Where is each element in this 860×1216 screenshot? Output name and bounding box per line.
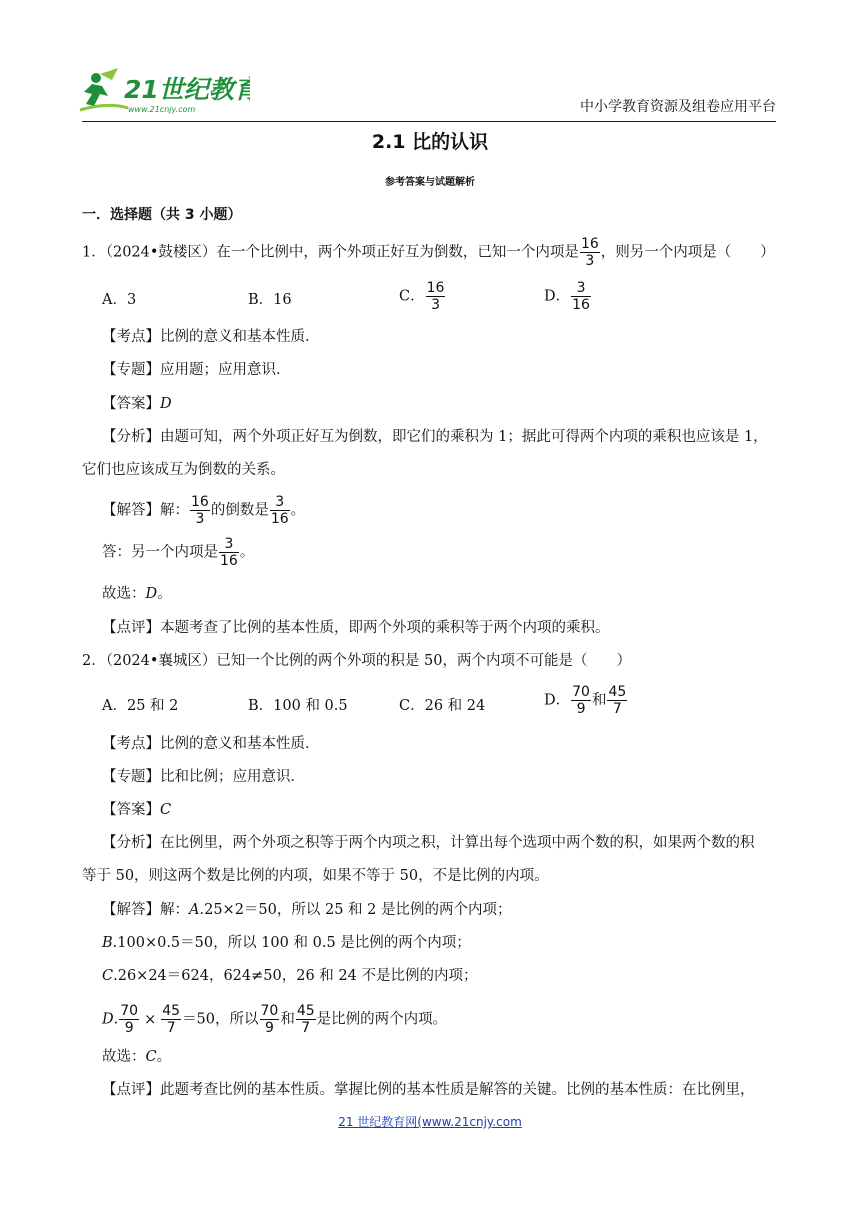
frac-den: 3 bbox=[431, 297, 440, 313]
jieda-fraction bbox=[190, 494, 210, 527]
frac-num: 3 bbox=[571, 280, 591, 297]
footer-link[interactable]: 21 世纪教育网(www.21cnjy.com bbox=[338, 1115, 522, 1129]
frac-num: 16 bbox=[426, 280, 445, 296]
frac-den: 16 bbox=[270, 511, 289, 527]
q2-guxuan bbox=[102, 1047, 171, 1067]
logo-text: 21世纪教育 bbox=[124, 75, 250, 104]
q1-option-b: B．16 bbox=[248, 292, 292, 308]
logo bbox=[78, 66, 250, 118]
jieda-label: 【解答】解： bbox=[102, 902, 189, 918]
page-title: 2.1 比的认识 bbox=[371, 131, 489, 153]
da-end: 。 bbox=[239, 544, 255, 561]
q1-option-a: A．3 bbox=[102, 292, 137, 308]
option-fraction bbox=[607, 684, 627, 717]
jieda-text: .25×2＝50，所以 25 和 2 是比例的两个内项； bbox=[199, 902, 512, 918]
q2-zhuanti: 【专题】比和比例；应用意识． bbox=[102, 769, 305, 785]
jieda-fraction bbox=[161, 1003, 181, 1036]
guxuan-label: 故选： bbox=[102, 1049, 146, 1065]
q1-zhuanti: 【专题】应用题；应用意识． bbox=[102, 362, 291, 378]
answer-value: D bbox=[160, 396, 172, 412]
frac-den: 7 bbox=[166, 1020, 176, 1036]
q2-jieda-c bbox=[102, 966, 477, 986]
q1-dianping: 【点评】本题考查了比例的基本性质，即两个外项的乘积等于两个内项的乘积。 bbox=[102, 620, 610, 636]
q2-option-b: B．100 和 0.5 bbox=[248, 698, 348, 714]
frac-num: 45 bbox=[296, 1003, 315, 1019]
option-letter: D bbox=[102, 1011, 114, 1028]
header-divider bbox=[82, 121, 776, 122]
dot: . bbox=[113, 1011, 119, 1028]
q2-option-c: C．26 和 24 bbox=[399, 698, 486, 714]
q1-jieda bbox=[102, 494, 305, 527]
option-label: C． bbox=[399, 288, 425, 305]
q2-fenxi-line1: 【分析】在比例里，两个外项之积等于两个内项之积，计算出每个选项中两个数的积，如果两个数的积 bbox=[102, 835, 755, 851]
q2-jieda-a bbox=[102, 900, 511, 920]
section-heading: 一．选择题（共 3 小题） bbox=[82, 207, 242, 223]
option-conj: 和 bbox=[591, 692, 607, 709]
guxuan-end: 。 bbox=[157, 586, 172, 602]
q2-stem: 2．（2024•襄城区）已知一个比例的两个外项的积是 50，两个内项不可能是（ ） bbox=[82, 653, 631, 669]
frac-den: 3 bbox=[585, 253, 595, 269]
q2-option-d bbox=[544, 684, 628, 717]
answer-label: 【答案】 bbox=[102, 802, 160, 818]
platform-name: 中小学教育资源及组卷应用平台 bbox=[580, 99, 776, 115]
frac-num: 70 bbox=[260, 1003, 279, 1019]
q1-fenxi-line2: 它们也应该成互为倒数的关系。 bbox=[82, 462, 285, 478]
jieda-text: .100×0.5＝50，所以 100 和 0.5 是比例的两个内项； bbox=[112, 935, 471, 951]
option-letter: A bbox=[189, 902, 200, 918]
frac-den: 7 bbox=[301, 1020, 311, 1036]
guxuan-end: 。 bbox=[156, 1049, 172, 1065]
conj: 和 bbox=[280, 1011, 295, 1028]
jieda-fraction bbox=[296, 1003, 316, 1036]
option-fraction bbox=[571, 280, 591, 313]
jieda-end: 。 bbox=[290, 502, 306, 519]
option-label: D． bbox=[544, 288, 571, 305]
frac-num: 16 bbox=[580, 236, 599, 252]
jieda-text: ＝50，所以 bbox=[182, 1011, 259, 1028]
guxuan-value: D bbox=[145, 586, 158, 602]
option-label: D． bbox=[544, 692, 571, 709]
frac-num: 70 bbox=[120, 1003, 139, 1019]
runner-logo-icon bbox=[78, 66, 250, 118]
option-fraction bbox=[571, 684, 591, 717]
q1-option-d bbox=[544, 280, 592, 313]
logo-url: www.21cnjy.com bbox=[128, 105, 196, 114]
q2-fenxi-line2: 等于 50，则这两个数是比例的内项，如果不等于 50，不是比例的内项。 bbox=[82, 868, 549, 884]
jieda-fraction bbox=[119, 1003, 139, 1036]
option-fraction bbox=[426, 280, 446, 313]
times-sign: × bbox=[144, 1011, 157, 1028]
q1-fenxi-line1: 【分析】由题可知，两个外项正好互为倒数，即它们的乘积为 1；据此可得两个内项的乘积也应该是 1， bbox=[102, 429, 768, 445]
q2-kaodian: 【考点】比例的意义和基本性质． bbox=[102, 736, 320, 752]
frac-num: 45 bbox=[608, 684, 627, 700]
option-letter: C bbox=[102, 968, 114, 984]
da-fraction bbox=[219, 536, 239, 569]
q1-guxuan bbox=[102, 584, 172, 604]
q1-da bbox=[102, 536, 254, 569]
frac-den: 9 bbox=[576, 701, 586, 717]
q1-stem-fraction bbox=[580, 236, 600, 269]
jieda-fraction bbox=[260, 1003, 280, 1036]
frac-num: 45 bbox=[162, 1003, 181, 1019]
jieda-text: 的倒数是 bbox=[210, 502, 269, 519]
q2-option-a: A．25 和 2 bbox=[102, 698, 179, 714]
jieda-fraction bbox=[270, 494, 290, 527]
q2-jieda-b bbox=[102, 933, 471, 953]
option-letter: B bbox=[102, 935, 113, 951]
guxuan-value: C bbox=[145, 1049, 157, 1065]
jieda-label: 【解答】解： bbox=[102, 502, 189, 519]
q1-kaodian: 【考点】比例的意义和基本性质． bbox=[102, 329, 320, 345]
jieda-text: .26×24＝624，624≠50，26 和 24 不是比例的内项； bbox=[113, 968, 478, 984]
frac-den: 16 bbox=[220, 553, 238, 569]
frac-den: 7 bbox=[612, 701, 622, 717]
q1-stem-text: 1．（2024•鼓楼区）在一个比例中，两个外项正好互为倒数，已知一个内项是 bbox=[82, 244, 579, 261]
frac-den: 16 bbox=[572, 297, 590, 313]
q1-answer bbox=[102, 394, 172, 414]
answer-label: 【答案】 bbox=[102, 396, 160, 412]
q2-answer bbox=[102, 800, 171, 820]
frac-den: 3 bbox=[195, 511, 205, 527]
frac-num: 3 bbox=[219, 536, 239, 553]
q1-option-c bbox=[399, 280, 446, 313]
q2-dianping: 【点评】此题考查比例的基本性质。掌握比例的基本性质是解答的关键。比例的基本性质：在比例里， bbox=[102, 1082, 755, 1098]
da-label: 答：另一个内项是 bbox=[102, 544, 218, 561]
q1-stem-end: ，则另一个内项是（ ） bbox=[600, 244, 775, 261]
frac-den: 9 bbox=[264, 1020, 274, 1036]
frac-num: 3 bbox=[270, 494, 290, 511]
frac-den: 9 bbox=[124, 1020, 134, 1036]
jieda-end: 是比例的两个内项。 bbox=[316, 1011, 448, 1028]
q1-stem bbox=[82, 236, 775, 269]
answer-value: C bbox=[160, 802, 172, 818]
page-subtitle: 参考答案与试题解析 bbox=[385, 177, 475, 188]
guxuan-label: 故选： bbox=[102, 586, 146, 602]
frac-num: 70 bbox=[572, 684, 590, 700]
q2-jieda-d bbox=[102, 1003, 447, 1036]
frac-num: 16 bbox=[191, 494, 209, 510]
